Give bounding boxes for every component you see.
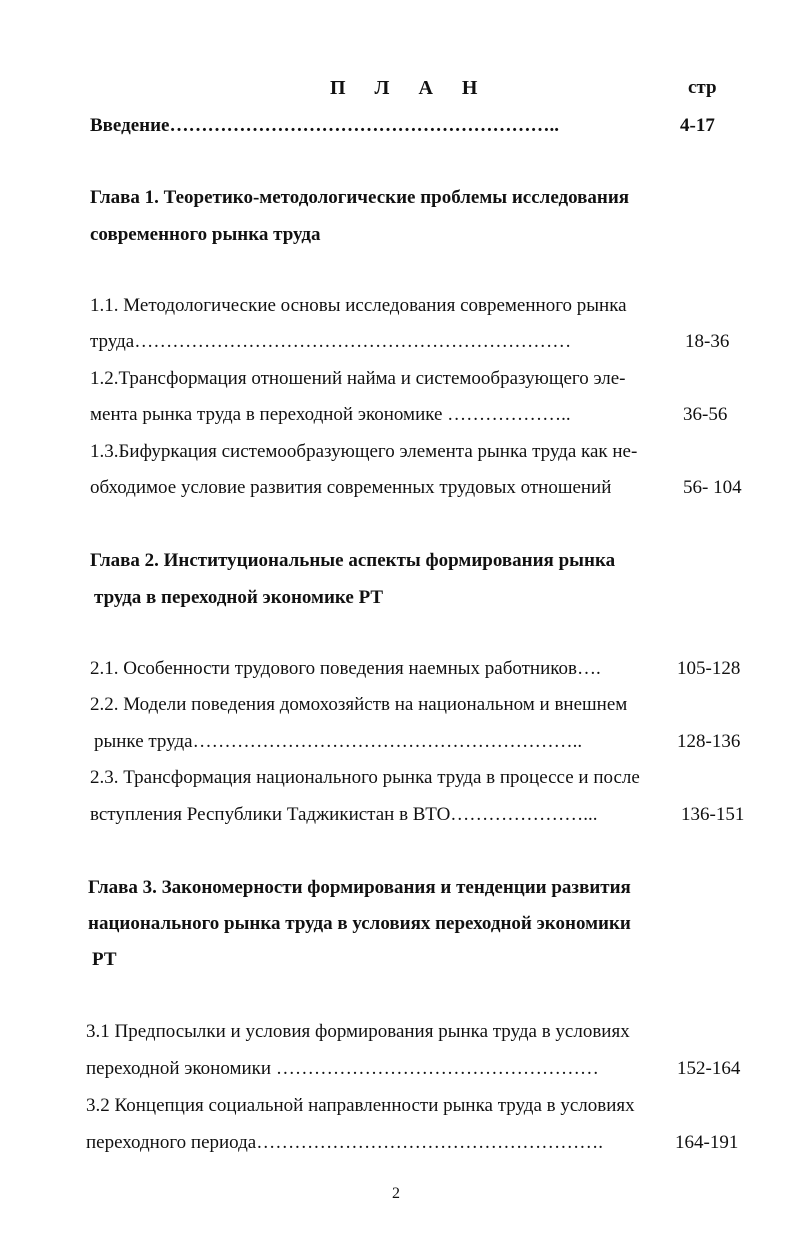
page-number: 2 xyxy=(392,1185,400,1202)
chapter-1-title: Глава 1. Теоретико-методологические проблемы исследования xyxy=(90,187,630,208)
toc-pages-1-1: 18-36 xyxy=(685,331,730,352)
toc-entry-intro: Введение…………………………………………………….. xyxy=(90,115,559,136)
toc-entry-1-3-cont: обходимое условие развития современных трудовых отношений xyxy=(90,477,612,498)
toc-entry-2-2: 2.2. Модели поведения домохозяйств на национальном и внешнем xyxy=(90,694,628,715)
toc-entry-1-2: 1.2.Трансформация отношений найма и системообразующего эле- xyxy=(90,368,626,389)
toc-entry-2-1: 2.1. Особенности трудового поведения наемных работников…. xyxy=(90,658,601,679)
chapter-3-title-cont: национального рынка труда в условиях переходной экономики xyxy=(88,913,631,934)
toc-entry-3-2: 3.2 Концепция социальной направленности рынка труда в условиях xyxy=(86,1095,635,1116)
toc-pages-1-3: 56- 104 xyxy=(683,477,742,498)
toc-entry-1-2-cont: мента рынка труда в переходной экономике ……………….. xyxy=(90,404,571,425)
toc-pages-2-3: 136-151 xyxy=(681,804,745,825)
toc-pages-3-1: 152-164 xyxy=(677,1058,741,1079)
toc-pages-1-2: 36-56 xyxy=(683,404,728,425)
toc-entry-3-2-cont: переходного периода………………………………………………. xyxy=(86,1132,603,1153)
toc-entry-2-3-cont: вступления Республики Таджикистан в ВТО…………………... xyxy=(90,804,598,825)
toc-pages-2-2: 128-136 xyxy=(677,731,741,752)
toc-entry-2-3: 2.3. Трансформация национального рынка труда в процессе и после xyxy=(90,767,640,788)
chapter-2-title-cont: труда в переходной экономике РТ xyxy=(94,587,384,608)
toc-pages-2-1: 105-128 xyxy=(677,658,741,679)
page-column-label: стр xyxy=(688,77,717,98)
chapter-3-title: Глава 3. Закономерности формирования и тенденции развития xyxy=(88,877,631,898)
toc-entry-2-2-cont: рынке труда…………………………………………………….. xyxy=(94,731,583,752)
toc-entry-1-1: 1.1. Методологические основы исследования современного рынка xyxy=(90,295,627,316)
toc-entry-1-1-cont: труда…………………………………………………………… xyxy=(90,331,572,352)
plan-title: П Л А Н xyxy=(330,77,490,99)
chapter-3-title-cont-2: РТ xyxy=(92,949,117,970)
toc-entry-1-3: 1.3.Бифуркация системообразующего элемента рынка труда как не- xyxy=(90,441,638,462)
toc-pages-3-2: 164-191 xyxy=(675,1132,739,1153)
chapter-1-title-cont: современного рынка труда xyxy=(90,224,321,245)
toc-pages-intro: 4-17 xyxy=(680,115,715,136)
chapter-2-title: Глава 2. Институциональные аспекты формирования рынка xyxy=(90,550,616,571)
toc-entry-3-1-cont: переходной экономики …………………………………………… xyxy=(86,1058,599,1079)
toc-entry-3-1: 3.1 Предпосылки и условия формирования рынка труда в условиях xyxy=(86,1021,630,1042)
